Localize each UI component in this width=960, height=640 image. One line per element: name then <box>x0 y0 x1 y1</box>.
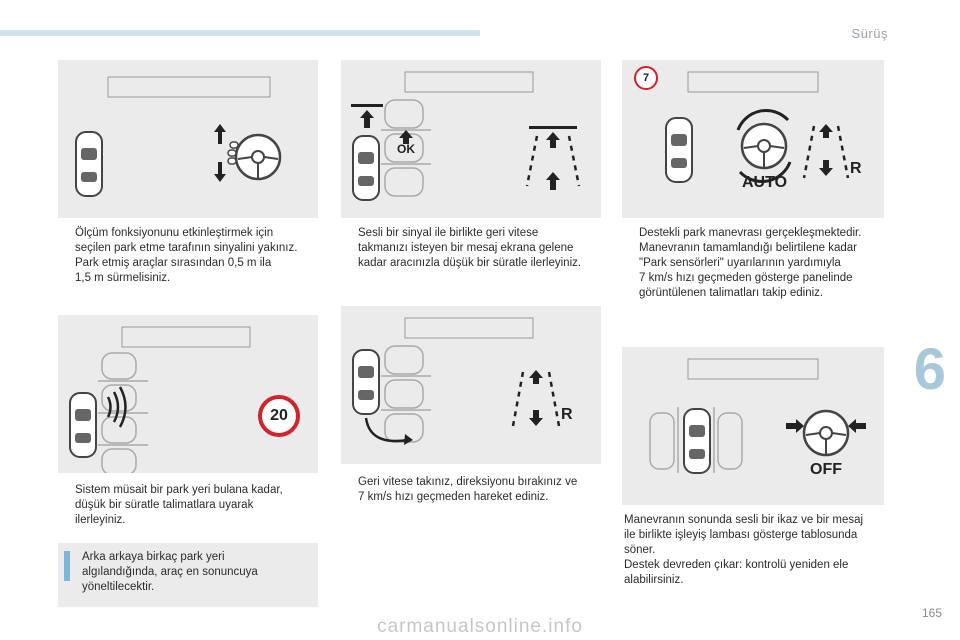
steering-wheel-icon <box>804 411 848 455</box>
speed-limit-sign: 20 <box>258 395 300 437</box>
section-title: Sürüş <box>851 26 888 41</box>
step-text: Sistem müsait bir park yeri bulana kadar, düşük bir süratle talimatlara uyarak ilerleyiniz. <box>75 484 283 526</box>
car-icon <box>666 118 692 182</box>
illustration-off-panel <box>622 347 884 505</box>
car-icon <box>353 136 379 200</box>
illustration-auto-panel <box>622 60 884 218</box>
closing-text: Manevranın sonunda sesli bir ikaz ve bir mesaj ile birlikte işleyiş lambası gösterge tablosunda söner. Destek devreden çıkar: kontrolü yeniden ele alabilirsiniz. <box>624 514 864 586</box>
illustration-signal-panel <box>58 60 318 218</box>
ok-label: OK <box>397 142 415 156</box>
sensor-waves <box>108 387 126 427</box>
arrow-icon <box>214 124 226 182</box>
step-text: Geri vitese takınız, direksiyonu bırakınız ve 7 km/s hızı geçmeden hareket ediniz. <box>358 476 578 503</box>
steering-wheel-icon <box>738 111 790 182</box>
step-text: Destekli park manevrası gerçekleşmektedir. Manevranın tamamlandığı belirtilene kadar "Park sensörleri" uyarılarının yardımıyla 7 km/s hızı geçmeden gösterge panelinde görüntülenen talimatları takip ediniz. <box>639 227 862 299</box>
info-text: Arka arkaya birkaç park yeri algılandığında, araç en sonuncuya yöneltilecektir. <box>82 551 258 593</box>
watermark: carmanualsonline.info <box>377 616 583 637</box>
step-text: Ölçüm fonksiyonunu etkinleştirmek için seçilen park etme tarafının sinyalini yakınız. Park etmiş araçlar sırasından 0,5 m ila 1,5 m sürmelisiniz. <box>75 227 298 284</box>
speed-badge: 7 <box>634 66 658 90</box>
illustration-stop-panel <box>341 60 601 218</box>
page-number: 165 <box>921 606 942 620</box>
car-icon <box>353 350 379 414</box>
info-icon <box>64 551 70 581</box>
illustration-reverse-panel <box>341 306 601 464</box>
auto-label: AUTO <box>742 174 788 191</box>
gear-label: R <box>850 160 862 177</box>
off-label: OFF <box>810 461 842 478</box>
sensor-arrows <box>513 370 559 426</box>
illustration-scan-panel <box>58 315 318 473</box>
sensor-arrows <box>527 126 579 190</box>
parked-cars <box>98 353 148 473</box>
sensor-arrows <box>804 124 848 178</box>
header-accent-bar <box>0 30 480 36</box>
gear-label: R <box>561 406 573 423</box>
car-icon <box>76 132 102 196</box>
car-icon <box>70 393 96 457</box>
chapter-number: 6 <box>913 337 946 402</box>
steering-wheel-icon <box>228 135 280 179</box>
car-icon <box>684 409 710 473</box>
step-text: Sesli bir sinyal ile birlikte geri vitese takmanızı isteyen bir mesaj ekrana gelene kadar aracınızla düşük bir süratle ilerleyiniz. <box>358 227 582 269</box>
info-box <box>58 543 318 607</box>
